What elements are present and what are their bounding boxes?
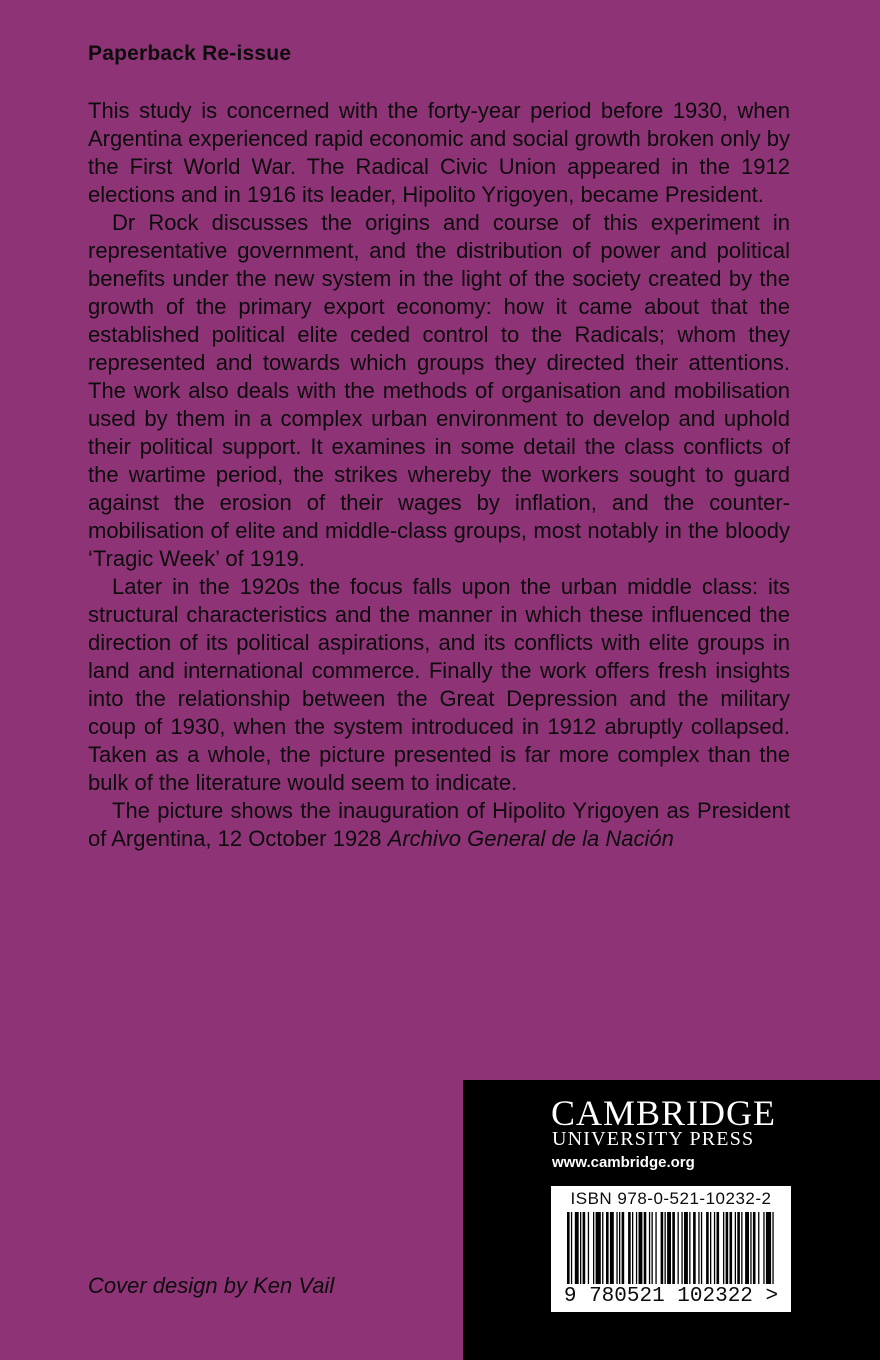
publisher-box bbox=[463, 1080, 880, 1360]
barcode-bar bbox=[701, 1212, 702, 1284]
barcode-bar bbox=[758, 1212, 759, 1284]
barcode-bar bbox=[753, 1212, 756, 1284]
barcode-bar bbox=[602, 1212, 603, 1284]
barcode-bar bbox=[714, 1212, 715, 1284]
barcode-bar bbox=[741, 1212, 742, 1284]
picture-caption bbox=[88, 797, 790, 853]
barcode-bar bbox=[644, 1212, 647, 1284]
barcode-bar bbox=[580, 1212, 581, 1284]
barcode-bar bbox=[750, 1212, 751, 1284]
description-paragraph-3: Later in the 1920s the focus falls upon the urban middle class: its structural characteristics and the manner in which these influenced the direction of its political aspirations, and its conflicts with elite groups in land and international commerce. Finally the work offers fresh insights into the relationship between the Great Depression and the military coup of 1930, when the system introduced in 1912 abruptly collapsed. Taken as a whole, the picture presented is far more complex than the bulk of the literature would seem to indicate. bbox=[88, 574, 790, 795]
barcode-bar bbox=[730, 1212, 733, 1284]
barcode-bar bbox=[763, 1212, 764, 1284]
barcode-bar bbox=[723, 1212, 724, 1284]
barcode-bar bbox=[567, 1212, 570, 1284]
barcode-icon bbox=[563, 1212, 779, 1286]
isbn-number: ISBN 978-0-521-10232-2 bbox=[570, 1189, 772, 1208]
barcode-bar bbox=[681, 1212, 682, 1284]
barcode-bar bbox=[632, 1212, 633, 1284]
cover-credit: Cover design by Ken Vail bbox=[88, 1273, 335, 1298]
barcode-bar bbox=[737, 1212, 740, 1284]
barcode-bar bbox=[596, 1212, 601, 1284]
barcode-bar bbox=[571, 1212, 572, 1284]
barcode-bar bbox=[689, 1212, 690, 1284]
barcode-bar bbox=[706, 1212, 709, 1284]
barcode-bar bbox=[665, 1212, 666, 1284]
book-description bbox=[88, 97, 790, 853]
description-paragraph-2: Dr Rock discusses the origins and course of this experiment in representative government, and the distribution of power and political benefits under the new system in the light of the society created by the growth of the primary export economy: how it came about that the established political elite ceded control to the Radicals; whom they represented and towards which groups they directed their attentions. The work also deals with the methods of organisation and mobilisation used by them in a complex urban environment to develop and uphold their political support. It examines in some detail the class conflicts of the wartime period, the strikes whereby the workers sought to guard against the erosion of their wages by inflation, and the counter-mobilisation of elite and middle-class groups, most notably in the bloody ‘Tragic Week’ of 1919. bbox=[88, 210, 790, 571]
barcode-bar bbox=[667, 1212, 671, 1284]
barcode-digits: 9 780521 102322 > bbox=[563, 1285, 779, 1308]
page-heading: Paperback Re-issue bbox=[88, 42, 292, 65]
barcode-bar bbox=[772, 1212, 773, 1284]
barcode-bar bbox=[639, 1212, 643, 1284]
barcode-bar bbox=[583, 1212, 586, 1284]
description-paragraph-1: This study is concerned with the forty-year period before 1930, when Argentina experienced rapid economic and social growth broken only by the First World War. The Radical Civic Union appeared in the 1912 elections and in 1916 its leader, Hipolito Yrigoyen, became President. bbox=[88, 98, 790, 207]
barcode-bar bbox=[717, 1212, 720, 1284]
barcode-bar bbox=[745, 1212, 749, 1284]
barcode-bar bbox=[678, 1212, 679, 1284]
barcode-bar bbox=[593, 1212, 594, 1284]
barcode-bar bbox=[710, 1212, 711, 1284]
barcode-bar bbox=[649, 1212, 650, 1284]
barcode-bar bbox=[672, 1212, 675, 1284]
barcode-label bbox=[551, 1186, 791, 1312]
publisher-url[interactable]: www.cambridge.org bbox=[552, 1154, 695, 1171]
barcode-bar bbox=[575, 1212, 579, 1284]
barcode-bar bbox=[684, 1212, 688, 1284]
barcode-bar bbox=[606, 1212, 609, 1284]
barcode-bar bbox=[652, 1212, 653, 1284]
barcode-bar bbox=[619, 1212, 620, 1284]
barcode-bar bbox=[693, 1212, 696, 1284]
barcode-bar bbox=[726, 1212, 729, 1284]
barcode-bar bbox=[698, 1212, 699, 1284]
publisher-subname: UNIVERSITY PRESS bbox=[552, 1128, 755, 1150]
caption-source: Archivo General de la Nación bbox=[387, 826, 674, 851]
publisher-name: CAMBRIDGE bbox=[551, 1093, 777, 1133]
barcode-bar bbox=[622, 1212, 625, 1284]
barcode-bar bbox=[661, 1212, 664, 1284]
barcode-bar bbox=[766, 1212, 771, 1284]
barcode-bar bbox=[588, 1212, 589, 1284]
caption-text: The picture shows the inauguration of Hipolito Yrigoyen as President of Argentina, 12 October 1928 bbox=[88, 798, 790, 851]
barcode-bar bbox=[610, 1212, 614, 1284]
barcode-bar bbox=[628, 1212, 631, 1284]
barcode-bar bbox=[735, 1212, 736, 1284]
barcode-bar bbox=[636, 1212, 637, 1284]
barcode-bar bbox=[655, 1212, 656, 1284]
barcode-bar bbox=[616, 1212, 617, 1284]
